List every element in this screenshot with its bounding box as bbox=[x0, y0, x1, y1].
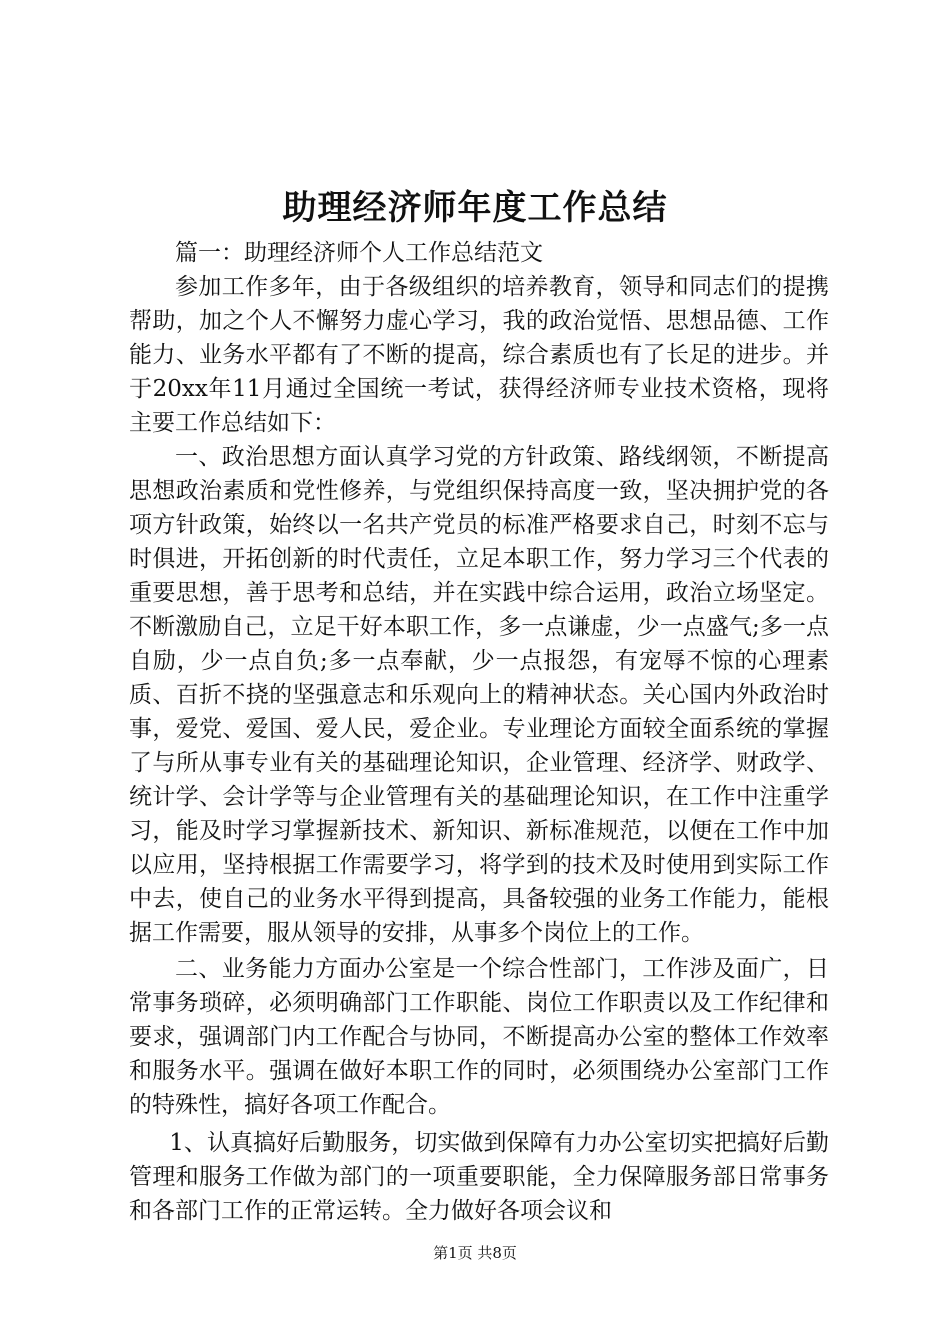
page-footer: 第1页 共8页 bbox=[433, 1244, 517, 1262]
intro-paragraph: 参加工作多年，由于各级组织的培养教育，领导和同志们的提携帮助，加之个人不懈努力虚心学习，我的政治觉悟、思想品德、工作能力、业务水平都有了不断的提高，综合素质也有了长足的进步。并于20xx年11月通过全国统一考试，获得经济师专业技术资格，现将主要工作总结如下： bbox=[129, 274, 829, 436]
political-section-paragraph: 一、政治思想方面认真学习党的方针政策、路线纲领，不断提高思想政治素质和党性修养，与党组织保持高度一致，坚决拥护党的各项方针政策，始终以一名共产党员的标准严格要求自己，时刻不忘与时俱进，开拓创新的时代责任，立足本职工作，努力学习三个代表的重要思想，善于思考和总结，并在实践中综合运用，政治立场坚定。不断激励自己，立足干好本职工作，多一点谦虚，少一点盛气;多一点自励，少一点自负;多一点奉献，少一点报怨，有宠辱不惊的心理素质、百折不挠的坚强意志和乐观向上的精神状态。关心国内外政治时事，爱党、爱国、爱人民，爱企业。专业理论方面较全面系统的掌握了与所从事专业有关的基础理论知识，企业管理、经济学、财政学、统计学、会计学等与企业管理有关的基础理论知识，在工作中注重学习，能及时学习掌握新技术、新知识、新标准规范，以便在工作中加以应用，坚持根据工作需要学习，将学到的技术及时使用到实际工作中去，使自己的业务水平得到提高，具备较强的业务工作能力，能根据工作需要，服从领导的安排，从事多个岗位上的工作。 bbox=[129, 444, 829, 946]
logistics-item-paragraph: 1、认真搞好后勤服务，切实做到保障有力办公室切实把搞好后勤管理和服务工作做为部门的一项重要职能，全力保障服务部日常事务和各部门工作的正常运转。全力做好各项会议和 bbox=[129, 1130, 829, 1224]
business-section-paragraph: 二、业务能力方面办公室是一个综合性部门，工作涉及面广，日常事务琐碎，必须明确部门工作职能、岗位工作职责以及工作纪律和要求，强调部门内工作配合与协同，不断提高办公室的整体工作效率和服务水平。强调在做好本职工作的同时，必须围绕办公室部门工作的特殊性，搞好各项工作配合。 bbox=[129, 956, 829, 1118]
document-body bbox=[129, 236, 829, 1228]
document-title: 助理经济师年度工作总结 bbox=[282, 188, 668, 228]
section-heading: 篇一：助理经济师个人工作总结范文 bbox=[175, 240, 543, 266]
